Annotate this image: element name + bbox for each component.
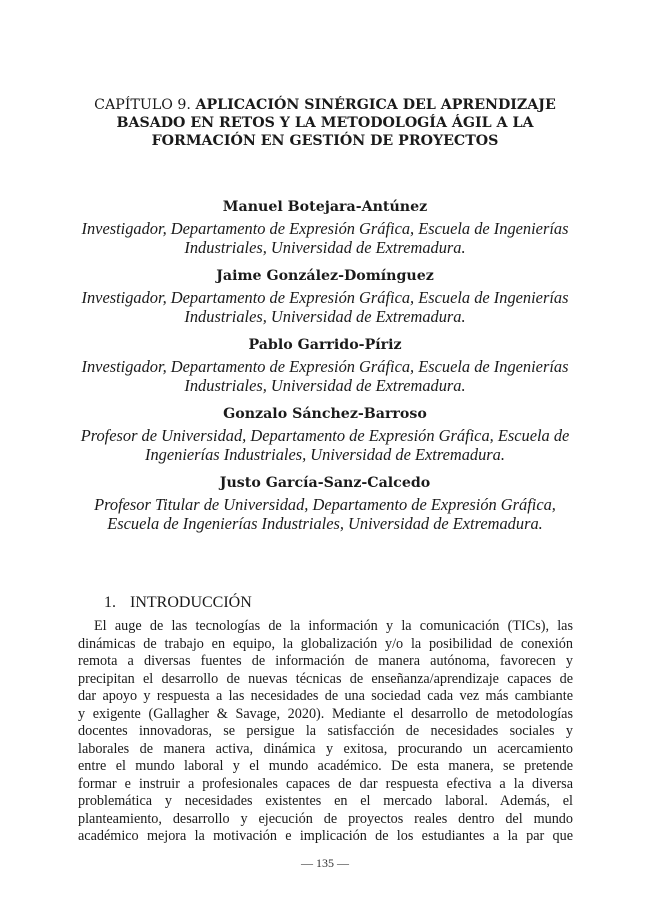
author-block <box>60 474 590 533</box>
author-block <box>60 336 590 395</box>
body-line: laborales de manera activa, dinámica y exitosa, procurando un acercamiento <box>78 740 573 757</box>
section-heading <box>104 593 252 613</box>
author-name: Manuel Botejara-Antúnez <box>222 199 428 215</box>
body-line: dinámicas de trabajo en equipo, la globalización y/o la posibilidad de conexión <box>78 635 573 652</box>
affiliation-line: Investigador, Departamento de Expresión Gráfica, Escuela de Ingenierías <box>81 219 569 238</box>
author-name: Pablo Garrido-Píriz <box>248 337 402 353</box>
body-line: problemática y necesidades existentes en el mercado laboral. Además, el <box>78 793 573 809</box>
body-line: docentes innovadoras, se persigue la satisfacción de necesidades sociales y <box>78 723 573 739</box>
affiliation-line: Profesor Titular de Universidad, Departamento de Expresión Gráfica, <box>94 495 556 514</box>
body-line: precipitan el desarrollo de nuevas técnicas de enseñanza/aprendizaje capaces de <box>78 670 573 687</box>
author-name: Jaime González-Domínguez <box>216 268 434 284</box>
body-paragraph <box>78 618 573 846</box>
body-line: planteamiento, desarrollo y ejecución de proyectos reales dentro del mundo <box>78 810 573 827</box>
chapter-title-text-1: APLICACIÓN SINÉRGICA DEL APRENDIZAJE <box>195 97 556 113</box>
affiliation-line: Escuela de Ingenierías Industriales, Universidad de Extremadura. <box>107 514 543 533</box>
body-line: formar e instruir a profesionales capaces de dar respuesta efectiva a la diversa <box>78 775 573 792</box>
author-block <box>60 267 590 326</box>
author-block <box>60 198 590 257</box>
chapter-title-line-1 <box>60 96 590 114</box>
affiliation-line: Industriales, Universidad de Extremadura. <box>184 307 466 326</box>
author-affiliation <box>60 426 590 464</box>
chapter-title <box>60 96 590 150</box>
author-list <box>60 198 590 543</box>
body-line: y exigente (Gallagher & Savage, 2020). Mediante el desarrollo de metodologías <box>78 705 573 722</box>
affiliation-line: Investigador, Departamento de Expresión Gráfica, Escuela de Ingenierías <box>81 288 569 307</box>
section-number: 1. <box>104 594 116 611</box>
author-affiliation <box>60 288 590 326</box>
affiliation-line: Investigador, Departamento de Expresión Gráfica, Escuela de Ingenierías <box>81 357 569 376</box>
body-line: dar apoyo y respuesta a las necesidades de una sociedad cada vez más cambiante <box>78 688 573 704</box>
chapter-title-line-2: BASADO EN RETOS Y LA METODOLOGÍA ÁGIL A LA <box>116 115 534 131</box>
chapter-title-line-3: FORMACIÓN EN GESTIÓN DE PROYECTOS <box>151 133 499 149</box>
author-affiliation <box>60 495 590 533</box>
affiliation-line: Industriales, Universidad de Extremadura. <box>184 376 466 395</box>
author-affiliation <box>60 219 590 257</box>
page-number: — 135 — <box>301 856 349 870</box>
body-line: El auge de las tecnologías de la información y la comunicación (TICs), las <box>94 618 573 634</box>
affiliation-line: Ingenierías Industriales, Universidad de Extremadura. <box>145 445 505 464</box>
author-block <box>60 405 590 464</box>
body-line: entre el mundo laboral y el mundo académico. De esta manera, se pretende <box>78 758 573 774</box>
body-line: remota a diversas fuentes de información de manera autónoma, favorecen y <box>78 653 573 669</box>
body-line: académico mejora la motivación e implicación de los estudiantes a la par que <box>78 828 573 844</box>
author-name: Gonzalo Sánchez-Barroso <box>223 406 427 422</box>
section-title: INTRODUCCIÓN <box>130 594 252 611</box>
chapter-prefix: CAPÍTULO 9. <box>94 97 191 113</box>
author-affiliation <box>60 357 590 395</box>
affiliation-line: Industriales, Universidad de Extremadura. <box>184 238 466 257</box>
affiliation-line: Profesor de Universidad, Departamento de Expresión Gráfica, Escuela de <box>80 426 570 445</box>
author-name: Justo García-Sanz-Calcedo <box>219 475 431 491</box>
